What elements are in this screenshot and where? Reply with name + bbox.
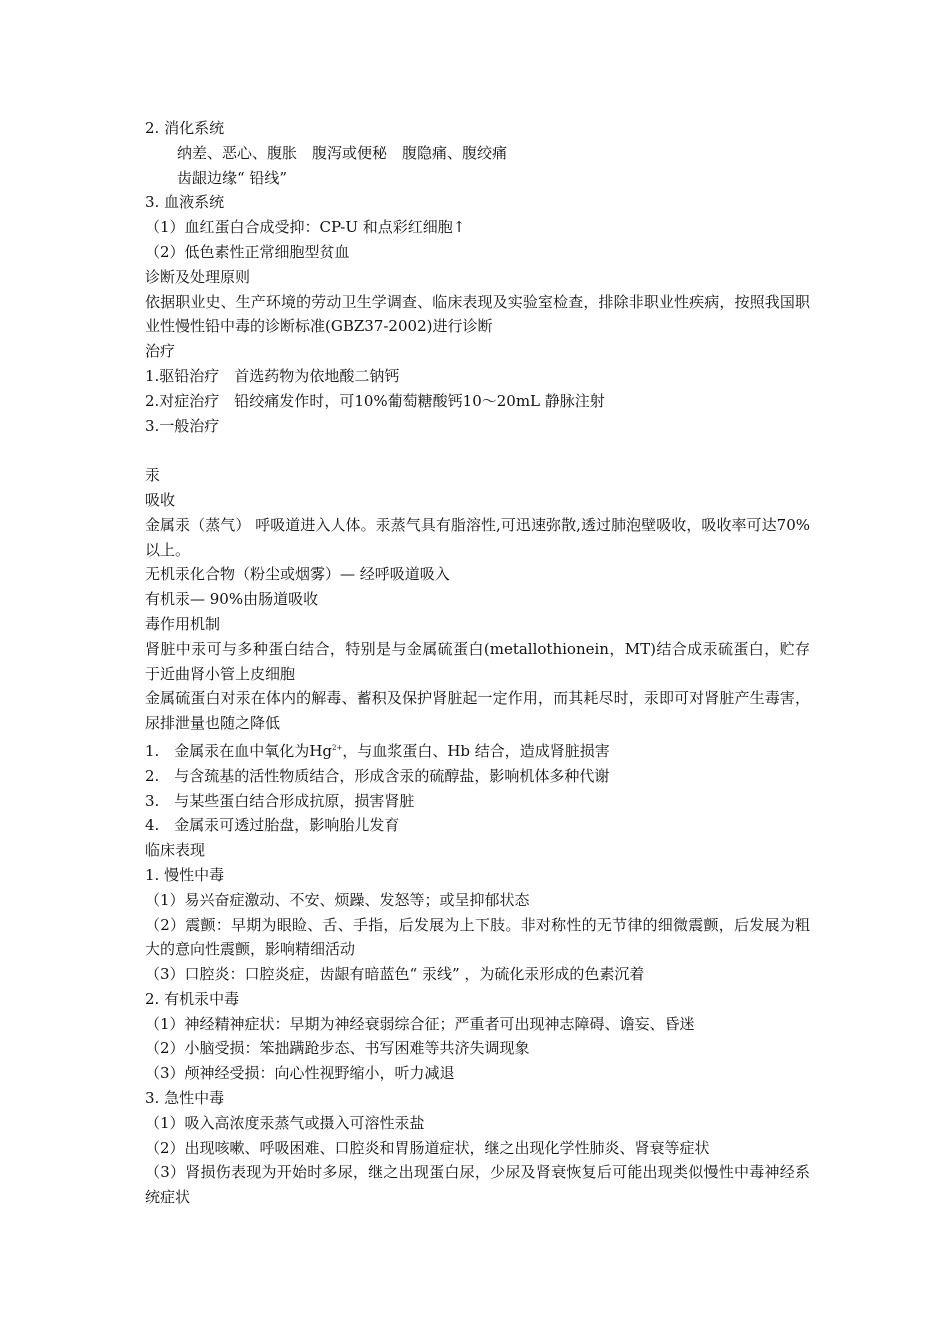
treatment-item-3: 3.一般治疗 bbox=[145, 416, 220, 435]
heading-chronic: 1. 慢性中毒 bbox=[145, 865, 225, 884]
chronic-item-1: （1）易兴奋症激动、不安、烦躁、发怒等；或呈抑郁状态 bbox=[145, 890, 530, 909]
document-page bbox=[145, 116, 810, 1210]
hg-charge-superscript: 2+ bbox=[332, 743, 343, 752]
acute-item-2: （2）出现咳嗽、呼吸困难、口腔炎和胃肠道症状，继之出现化学性肺炎、肾衰等症状 bbox=[145, 1138, 710, 1157]
heading-absorption: 吸收 bbox=[145, 490, 176, 509]
mechanism-item-2: 2. 与含巯基的活性物质结合，形成含汞的硫醇盐，影响机体多种代谢 bbox=[145, 766, 610, 785]
mechanism-paragraph-1: 肾脏中汞可与多种蛋白结合，特别是与金属硫蛋白(metallothionein，MT)结合成汞硫蛋白，贮存于近曲肾小管上皮细胞 bbox=[145, 639, 810, 683]
organic-item-2: （2）小脑受损：笨拙蹒跄步态、书写困难等共济失调现象 bbox=[145, 1039, 530, 1058]
heading-clinical: 临床表现 bbox=[145, 841, 206, 860]
mechanism-item-1-text: 1. 金属汞在血中氧化为Hg bbox=[145, 741, 332, 760]
diagnosis-paragraph: 依据职业史、生产环境的劳动卫生学调查、临床表现及实验室检查，排除非职业性疾病，按照我国职业性慢性铅中毒的诊断标准(GBZ37-2002)进行诊断 bbox=[145, 292, 810, 336]
mechanism-item-4: 4. 金属汞可透过胎盘，影响胎儿发育 bbox=[145, 816, 400, 835]
absorption-inorganic: 无机汞化合物（粉尘或烟雾）— 经呼吸道吸入 bbox=[145, 565, 450, 584]
treatment-item-1: 1.驱铅治疗 首选药物为依地酸二钠钙 bbox=[145, 366, 400, 385]
heading-organic: 2. 有机汞中毒 bbox=[145, 989, 240, 1008]
organic-item-3: （3）颅神经受损：向心性视野缩小，听力减退 bbox=[145, 1064, 455, 1083]
acute-item-3: （3）肾损伤表现为开始时多尿，继之出现蛋白尿，少尿及肾衰恢复后可能出现类似慢性中毒神经系统症状 bbox=[145, 1163, 810, 1207]
heading-mechanism: 毒作用机制 bbox=[145, 614, 221, 633]
acute-item-1: （1）吸入高浓度汞蒸气或摄入可溶性汞盐 bbox=[145, 1113, 425, 1132]
treatment-item-2: 2.对症治疗 铅绞痛发作时，可10%葡萄糖酸钙10～20mL 静脉注射 bbox=[145, 391, 605, 410]
mechanism-item-3: 3. 与某些蛋白结合形成抗原，损害肾脏 bbox=[145, 791, 415, 810]
heading-diagnosis: 诊断及处理原则 bbox=[145, 267, 251, 286]
absorption-metal-mercury: 金属汞（蒸气） 呼吸道进入人体。汞蒸气具有脂溶性,可迅速弥散,透过肺泡壁吸收，吸收率可达70%以上。 bbox=[145, 515, 810, 559]
mechanism-paragraph-2: 金属硫蛋白对汞在体内的解毒、蓄积及保护肾脏起一定作用，而其耗尽时，汞即可对肾脏产生毒害，尿排泄量也随之降低 bbox=[145, 689, 810, 733]
absorption-organic: 有机汞— 90%由肠道吸收 bbox=[145, 590, 319, 609]
heading-blood-system: 3. 血液系统 bbox=[145, 193, 225, 212]
heading-treatment: 治疗 bbox=[145, 342, 176, 361]
mechanism-item-1-rest: ，与血浆蛋白、Hb 结合，造成肾脏损害 bbox=[342, 741, 610, 760]
blood-item-2: （2）低色素性正常细胞型贫血 bbox=[145, 242, 350, 261]
chronic-item-2: （2）震颤：早期为眼睑、舌、手指，后发展为上下肢。非对称性的无节律的细微震颤，后发展为粗大的意向性震颤，影响精细活动 bbox=[145, 915, 810, 959]
mechanism-item-1 bbox=[145, 736, 810, 764]
heading-digestive-system: 2. 消化系统 bbox=[145, 119, 225, 137]
digestive-symptoms: 纳差、恶心、腹胀 腹泻或便秘 腹隐痛、腹绞痛 bbox=[177, 143, 508, 162]
heading-mercury: 汞 bbox=[145, 466, 161, 485]
blood-item-1: （1）血红蛋白合成受抑：CP-U 和点彩红细胞↑ bbox=[145, 218, 466, 237]
lead-line: 齿龈边缘“ 铅线” bbox=[177, 168, 288, 187]
blank-line bbox=[145, 438, 810, 463]
chronic-item-3: （3）口腔炎：口腔炎症，齿龈有暗蓝色“ 汞线” ，为硫化汞形成的色素沉着 bbox=[145, 965, 645, 984]
heading-acute: 3. 急性中毒 bbox=[145, 1089, 225, 1108]
organic-item-1: （1）神经精神症状：早期为神经衰弱综合征；严重者可出现神志障碍、谵妄、昏迷 bbox=[145, 1014, 695, 1033]
